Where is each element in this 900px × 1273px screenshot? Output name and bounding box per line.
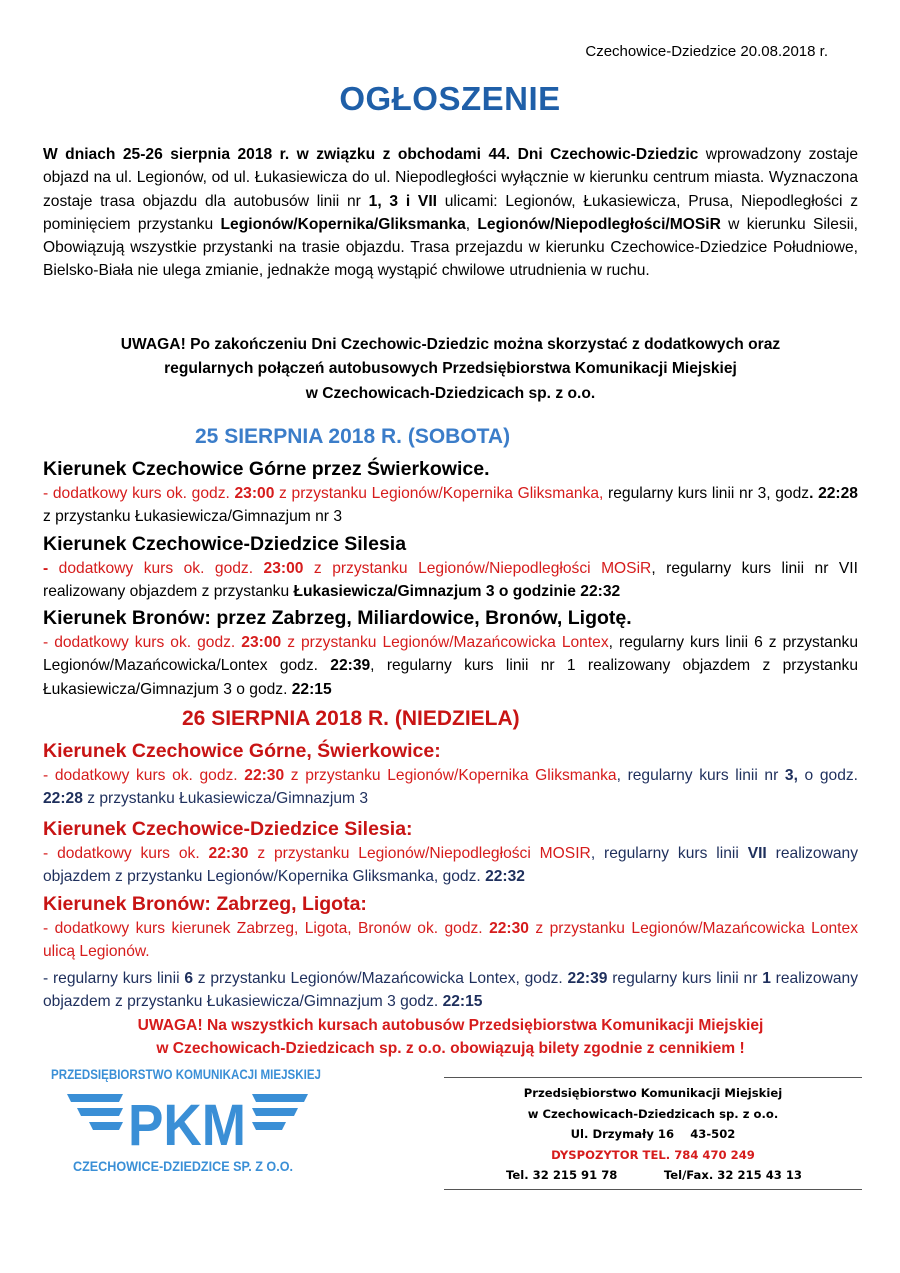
day2-dir3-extra — [43, 917, 858, 964]
regular-run-line: 3, — [784, 767, 798, 784]
regular-run-line: 6 — [184, 969, 193, 987]
extra-run-text: - dodatkowy kurs ok. godz. — [43, 634, 242, 651]
regular-run-line: VII — [747, 845, 767, 862]
extra-run-text: - dodatkowy kurs ok. godz. — [43, 767, 245, 784]
regular-run-text-4: realizowany objazdem z przystanku Łukasiewicza/Gimnazjum 3 godz. — [43, 969, 858, 1011]
day2-dir1-title: Kierunek Czechowice Górne, Świerkowice: — [43, 740, 441, 762]
extra-run-stop: z przystanku Legionów/Kopernika Gliksmanka, — [274, 485, 604, 502]
regular-run-text-3: regularny kurs linii nr — [607, 969, 763, 987]
day1-dir3-body — [43, 631, 858, 701]
logo-bottom-text: CZECHOWICE-DZIEDZICE SP. Z O.O. — [73, 1158, 293, 1174]
extra-run-dash: - — [43, 560, 59, 577]
regular-run-time-2: 22:15 — [291, 680, 332, 698]
day2-dir2-body — [43, 842, 858, 889]
day2-direction-3 — [43, 891, 858, 1014]
extra-run-time: 22:30 — [489, 920, 529, 937]
extra-run-text: dodatkowy kurs ok. godz. — [58, 560, 264, 577]
regular-run-time: 22:39 — [567, 969, 608, 987]
extra-run-stop: z przystanku Legionów/Mazańcowicka Lontex ulicą Legionów. — [43, 920, 858, 961]
regular-run-text: , regularny kurs linii 6 z przystanku Legionów/Mazańcowicka/Lontex godz. — [43, 634, 858, 675]
page-title: OGŁOSZENIE — [339, 80, 561, 117]
day1-dir3-title: Kierunek Bronów: przez Zabrzeg, Miliardowice, Bronów, Ligotę. — [43, 607, 632, 629]
day1-heading: 25 SIERPNIA 2018 R. (SOBOTA) — [195, 425, 511, 448]
intro-lines: 1, 3 i VII — [368, 192, 437, 210]
extra-run-time: 23:00 — [263, 560, 304, 577]
day1-dir1-body — [43, 482, 858, 529]
extra-run-stop: z przystanku Legionów/Mazańcowicka Lontex — [281, 634, 609, 651]
extra-run-text: - dodatkowy kurs ok. godz. — [43, 485, 235, 502]
regular-run-text: - regularny kurs linii — [43, 969, 185, 987]
regular-run-time: 22:32 — [485, 868, 525, 886]
regular-run-text: , regularny kurs linii nr VII realizowany objazdem z przystanku — [43, 560, 858, 601]
company-tel: Tel. 32 215 91 78 — [506, 1168, 618, 1183]
intro-stop-2: Legionów/Niepodległości/MOSiR — [477, 215, 721, 233]
company-name: Przedsiębiorstwo Komunikacji Miejskiej — [523, 1086, 783, 1100]
extra-run-stop: z przystanku Legionów/Kopernika Gliksmanka — [284, 767, 617, 784]
regular-run-stop-time: Łukasiewicza/Gimnazjum 3 o godzinie 22:32 — [293, 583, 621, 601]
notice-line-3: w Czechowicach-Dziedzicach sp. z o.o. — [305, 384, 596, 402]
day2-dir1-body — [43, 764, 858, 811]
day2-dir3-title: Kierunek Bronów: Zabrzeg, Ligota: — [43, 893, 367, 915]
intro-lead: W dniach 25-26 sierpnia 2018 r. w związku z obchodami 44. Dni Czechowic-Dziedzic — [43, 146, 699, 163]
day1-direction-3 — [43, 605, 858, 701]
regular-run-text-2: z przystanku Legionów/Mazańcowicka Lontex, godz. — [193, 969, 568, 987]
intro-stop-1: Legionów/Kopernika/Gliksmanka — [220, 215, 466, 233]
extra-run-time: 22:30 — [244, 767, 285, 784]
logo-top-text: PRZEDSIĘBIORSTWO KOMUNIKACJI MIEJSKIEJ — [51, 1067, 321, 1083]
regular-run-stop: z przystanku Łukasiewicza/Gimnazjum nr 3 — [43, 508, 342, 526]
intro-text-a: wprowadzony zostaje objazd na ul. Legionów, od ul. Łukasiewicza do ul. Niepodległości wyłącznie w kierunku centrum miasta. Wyznaczona zostaje trasa objazdu dla autobusów linii nr — [43, 146, 858, 210]
day1-dir1-title: Kierunek Czechowice Górne przez Świerkowice. — [43, 458, 490, 480]
extra-run-time: 22:30 — [208, 845, 249, 862]
company-fax: Tel/Fax. 32 215 43 13 — [663, 1168, 802, 1183]
regular-run-text: , regularny kurs linii nr — [616, 767, 785, 784]
day2-direction-1 — [43, 738, 858, 811]
date-line: Czechowice-Dziedzice 20.08.2018 r. — [585, 43, 828, 60]
extra-run-stop: z przystanku Legionów/Niepodległości MOSiR — [303, 560, 652, 577]
intro-paragraph — [43, 143, 858, 283]
extra-run-time: 23:00 — [241, 634, 282, 651]
intro-sep: , — [465, 215, 478, 233]
day2-dir3-regular — [43, 967, 858, 1014]
regular-run-text-2: , regularny kurs linii nr 1 realizowany objazdem z przystanku Łukasiewicza/Gimnazjum 3 o godz. — [43, 657, 858, 698]
day2-heading: 26 SIERPNIA 2018 R. (NIEDZIELA) — [182, 707, 520, 730]
final-notice — [43, 1014, 858, 1060]
intro-text-c: w kierunku Silesii, Obowiązują wszystkie przystanki na trasie objazdu. Trasa przejazdu w kierunku Czechowice-Dziedzice Południowe, Bielsko-Biała nie ulega zmianie, jednakże mogą wystąpić chwilowe utrudnienia w ruchu. — [43, 215, 859, 280]
day1-direction-1 — [43, 456, 858, 529]
logo-letters: PKM — [128, 1093, 246, 1158]
day2-dir2-title: Kierunek Czechowice-Dziedzice Silesia: — [43, 818, 413, 840]
regular-run-stop: z przystanku Łukasiewicza/Gimnazjum 3 — [82, 790, 369, 808]
notice-block — [43, 333, 858, 406]
extra-run-text: - dodatkowy kurs ok. — [43, 845, 209, 862]
regular-run-time: . 22:28 — [809, 485, 858, 502]
day1-dir2-body — [43, 557, 858, 604]
regular-run-text: , regularny kurs linii — [590, 845, 748, 862]
company-address: Ul. Drzymały 16 43-502 — [570, 1127, 736, 1142]
company-contact-box — [444, 1077, 862, 1190]
regular-run-time-2: 22:15 — [442, 993, 483, 1011]
regular-run-text-2: realizowany objazdem z przystanku Legionów/Kopernika Gliksmanka, godz. — [43, 845, 858, 886]
extra-run-time: 23:00 — [234, 485, 275, 502]
company-city: w Czechowicach-Dziedzicach sp. z o.o. — [527, 1106, 779, 1121]
phone-row — [444, 1165, 862, 1186]
regular-run-time: 22:28 — [43, 790, 83, 808]
final-notice-line-1: UWAGA! Na wszystkich kursach autobusów Przedsiębiorstwa Komunikacji Miejskiej — [137, 1017, 764, 1034]
final-notice-line-2: w Czechowicach-Dziedzicach sp. z o.o. obowiązują bilety zgodnie z cennikiem ! — [156, 1040, 745, 1057]
day2-direction-2 — [43, 816, 858, 889]
day1-direction-2 — [43, 531, 858, 604]
extra-run-stop: z przystanku Legionów/Niepodległości MOSIR — [248, 845, 591, 862]
extra-run-text: - dodatkowy kurs kierunek Zabrzeg, Ligota, Bronów ok. godz. — [43, 920, 490, 937]
dispatcher-phone: DYSPOZYTOR TEL. 784 470 249 — [551, 1147, 755, 1162]
regular-run-line-2: 1 — [762, 969, 771, 987]
day1-dir2-title: Kierunek Czechowice-Dziedzice Silesia — [43, 533, 407, 555]
pkm-logo — [45, 1063, 330, 1183]
regular-run-text: regularny kurs linii nr 3, godz — [603, 485, 810, 502]
intro-text-b: ulicami: Legionów, Łukasiewicza, Prusa, Niepodległości z pominięciem przystanku — [43, 192, 858, 233]
regular-run-text-2: o godz. — [797, 767, 858, 784]
notice-line-2: regularnych połączeń autobusowych Przedsiębiorstwa Komunikacji Miejskiej — [164, 360, 737, 378]
notice-line-1: UWAGA! Po zakończeniu Dni Czechowic-Dziedzic można skorzystać z dodatkowych oraz — [120, 336, 781, 353]
regular-run-time: 22:39 — [330, 657, 371, 675]
